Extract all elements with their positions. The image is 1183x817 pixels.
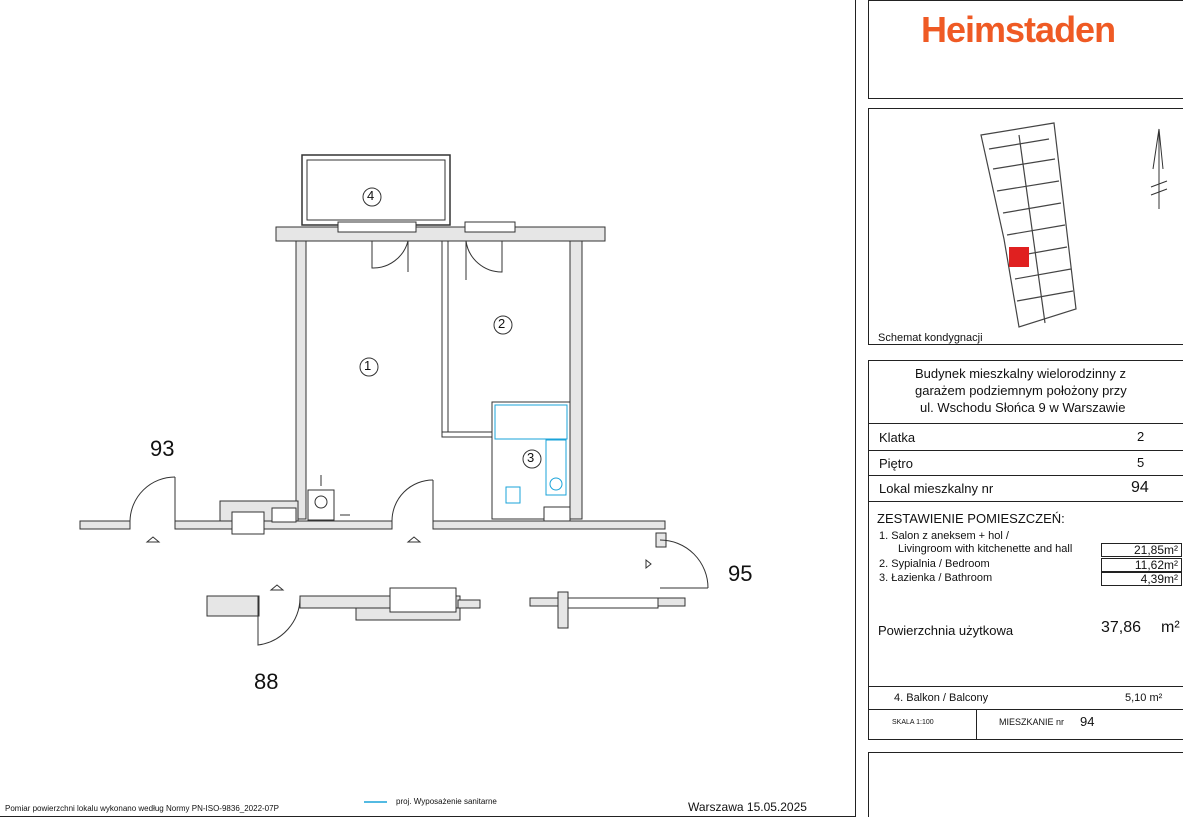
room-3-area-value: 4,39 — [1140, 572, 1164, 586]
left-wall — [296, 241, 306, 519]
right-wall — [570, 241, 582, 519]
legend-label: proj. Wyposażenie sanitarne — [396, 797, 497, 806]
room-1-area-unit: m² — [1164, 543, 1178, 557]
building-line-1: Budynek mieszkalny wielorodzinny z — [915, 366, 1126, 381]
room-2-label: 2 — [498, 316, 506, 331]
top-wall — [276, 227, 605, 241]
room-2-name: 2. Sypialnia / Bedroom — [879, 558, 990, 570]
usable-area-label: Powierzchnia użytkowa — [878, 623, 1014, 638]
room-2-area-value: 11,62 — [1134, 558, 1164, 572]
room-4-label: 4 — [367, 188, 375, 203]
lokal-label: Lokal mieszkalny nr — [879, 481, 994, 496]
neighbor-unit-88: 88 — [254, 669, 279, 694]
pietro-label: Piętro — [879, 456, 913, 471]
lokal-value: 94 — [1131, 479, 1149, 496]
brand-box — [868, 0, 1183, 99]
room-1-name-en: Livingroom with kitchenette and hall — [898, 543, 1073, 555]
key-plan-drawing — [869, 109, 1182, 344]
klatka-value: 2 — [1137, 429, 1145, 444]
rooms-heading: ZESTAWIENIE POMIESZCZEŃ: — [877, 511, 1065, 526]
usable-area-unit: m² — [1161, 619, 1180, 636]
room-1-name: 1. Salon z aneksem + hol / — [879, 530, 1009, 542]
room-3-area-unit: m² — [1164, 572, 1178, 586]
info-table — [868, 360, 1183, 740]
apartment-value: 94 — [1080, 714, 1095, 729]
key-plan-highlight — [1009, 247, 1029, 267]
key-plan-box — [868, 108, 1183, 345]
room-2-area — [1101, 558, 1182, 572]
room-3-area — [1101, 572, 1182, 586]
measurement-note: Pomiar powierzchni lokalu wykonano według Normy PN-ISO-9836_2022-07P — [5, 804, 279, 813]
room-1-area — [1101, 543, 1182, 557]
klatka-label: Klatka — [879, 430, 916, 445]
neighbor-unit-93: 93 — [150, 436, 175, 461]
key-plan-caption: Schemat kondygnacji — [878, 332, 983, 344]
pietro-value: 5 — [1137, 455, 1145, 470]
room-1-label: 1 — [364, 358, 372, 373]
usable-area-value: 37,86 — [1101, 619, 1142, 636]
balcony-label: 4. Balkon / Balcony — [894, 692, 989, 704]
corridor-wall — [80, 521, 130, 529]
balcony-value: 5,10 m² — [1125, 692, 1163, 704]
neighbor-unit-95: 95 — [728, 561, 753, 586]
room-2-area-unit: m² — [1164, 558, 1178, 572]
building-line-2: garażem podziemnym położony przy — [915, 383, 1127, 398]
room-3-label: 3 — [527, 450, 535, 465]
room-3-name: 3. Łazienka / Bathroom — [879, 572, 993, 584]
apartment-label: MIESZKANIE nr — [999, 717, 1065, 727]
scale-label: SKALA 1:100 — [892, 719, 934, 726]
empty-box — [868, 752, 1183, 817]
building-line-3: ul. Wschodu Słońca 9 w Warszawie — [920, 400, 1126, 415]
brand-logo: Heimstaden — [921, 9, 1116, 50]
room-1-area-value: 21,85 — [1133, 543, 1164, 557]
place-date: Warszawa 15.05.2025 — [688, 800, 807, 814]
